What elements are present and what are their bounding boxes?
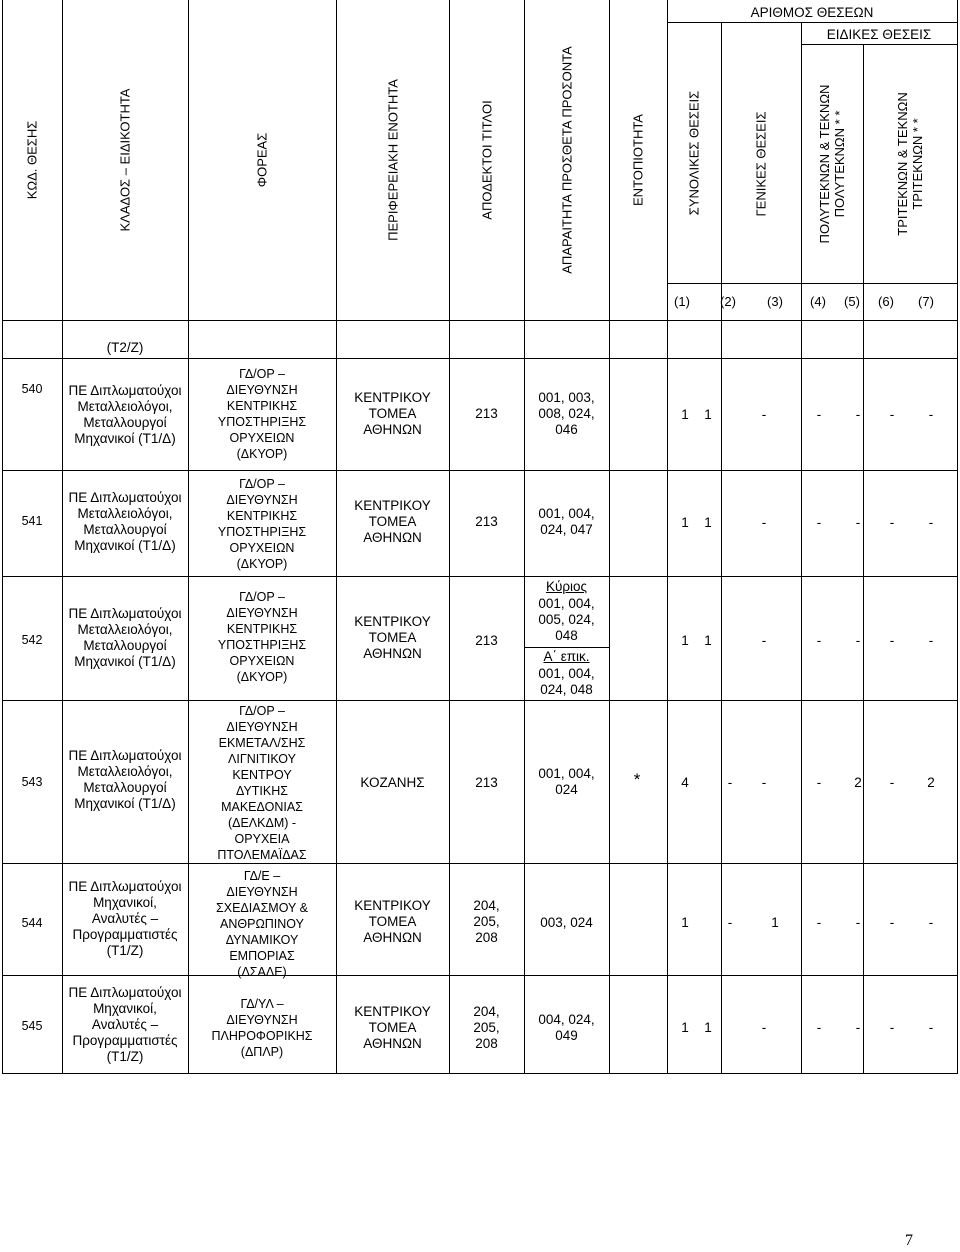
row-543-count-3: - bbox=[761, 775, 767, 790]
row-543-count-4: - bbox=[816, 775, 822, 790]
row-542-region: ΚΕΝΤΡΙΚΟΥ ΤΟΜΕΑ ΑΘΗΝΩΝ bbox=[354, 614, 431, 661]
continuation-text: (Τ2/Ζ) bbox=[106, 340, 144, 355]
row-545-region: ΚΕΝΤΡΙΚΟΥ ΤΟΜΕΑ ΑΘΗΝΩΝ bbox=[354, 1004, 431, 1051]
row-541-count-4: - bbox=[816, 515, 822, 530]
row-542-extra-main: 001, 004, 005, 024, 048 bbox=[538, 596, 595, 643]
row-542-code: 542 bbox=[21, 633, 43, 647]
header-extra: ΑΠΑΡΑΙΤΗΤΑ ΠΡΟΣΘΕΤΑ ΠΡΟΣΟΝΤΑ bbox=[559, 46, 575, 274]
row-542-titles: 213 bbox=[475, 633, 498, 648]
row-542-extra-sub: 001, 004, 024, 048 bbox=[538, 666, 595, 697]
row-543-count-6: - bbox=[889, 775, 895, 790]
row-544-count-7: - bbox=[928, 915, 934, 930]
row-542-count-7: - bbox=[928, 633, 934, 648]
row-543-branch: ΠΕ Διπλωματούχοι Μεταλλειολόγοι, Μεταλλουργοί Μηχανικοί (Τ1/Δ) bbox=[68, 748, 182, 811]
row-540-code: 540 bbox=[21, 382, 43, 396]
header-branch: ΚΛΑΔΟΣ – ΕΙΔΙΚΟΤΗΤΑ bbox=[117, 88, 133, 232]
row-545-branch: ΠΕ Διπλωματούχοι Μηχανικοί, Αναλυτές – Προγραμματιστές (Τ1/Ζ) bbox=[68, 985, 182, 1064]
row-542-body: ΓΔ/ΟΡ – ΔΙΕΥΘΥΝΣΗ ΚΕΝΤΡΙΚΗΣ ΥΠΟΣΤΗΡΙΞΗΣ ΟΡΥΧΕΙΩΝ (ΔΚΥΟΡ) bbox=[217, 590, 307, 684]
row-543-count-2: - bbox=[727, 775, 733, 790]
row-545-count-7: - bbox=[928, 1020, 934, 1035]
row-543-count-5: 2 bbox=[854, 775, 862, 790]
row-540-count-5: - bbox=[855, 407, 861, 422]
row-543-region: ΚΟΖΑΝΗΣ bbox=[360, 775, 425, 790]
row-544-code: 544 bbox=[21, 916, 43, 930]
row-541-body: ΓΔ/ΟΡ – ΔΙΕΥΘΥΝΣΗ ΚΕΝΤΡΙΚΗΣ ΥΠΟΣΤΗΡΙΞΗΣ ΟΡΥΧΕΙΩΝ (ΔΚΥΟΡ) bbox=[217, 477, 307, 571]
header-priority: ΕΝΤΟΠΙΟΤΗΤΑ bbox=[630, 114, 646, 206]
header-group-special: ΕΙΔΙΚΕΣ ΘΕΣΕΙΣ bbox=[826, 27, 932, 42]
row-542-branch: ΠΕ Διπλωματούχοι Μεταλλειολόγοι, Μεταλλουργοί Μηχανικοί (Τ1/Δ) bbox=[68, 606, 182, 669]
row-542-count-1: 1 bbox=[681, 633, 689, 648]
row-545-code: 545 bbox=[21, 1019, 43, 1033]
row-542-count-6: - bbox=[889, 633, 895, 648]
row-541-code: 541 bbox=[21, 514, 43, 528]
header-number-5: (5) bbox=[844, 294, 860, 309]
row-545-titles: 204, 205, 208 bbox=[473, 1004, 500, 1051]
row-545-body: ΓΔ/ΥΛ – ΔΙΕΥΘΥΝΣΗ ΠΛΗΡΟΦΟΡΙΚΗΣ (ΔΠΛΡ) bbox=[211, 997, 313, 1059]
row-544-count-5: - bbox=[855, 915, 861, 930]
row-542-count-4: - bbox=[816, 633, 822, 648]
row-541-branch: ΠΕ Διπλωματούχοι Μεταλλειολόγοι, Μεταλλουργοί Μηχανικοί (Τ1/Δ) bbox=[68, 490, 182, 553]
header-body: ΦΟΡΕΑΣ bbox=[254, 132, 270, 188]
header-multi: ΠΟΛΥΤΕΚΝΩΝ & ΤΕΚΝΩΝ ΠΟΛΥΤΕΚΝΩΝ * * bbox=[817, 84, 847, 244]
row-545-extra: 004, 024, 049 bbox=[538, 1012, 595, 1043]
row-543-extra: 001, 004, 024 bbox=[538, 766, 595, 797]
row-541-count-1: 1 bbox=[681, 515, 689, 530]
row-541-count-2: 1 bbox=[704, 515, 712, 530]
header-group-positions: ΑΡΙΘΜΟΣ ΘΕΣΕΩΝ bbox=[750, 5, 874, 20]
row-545-count-4: - bbox=[816, 1020, 822, 1035]
row-544-count-1: 1 bbox=[681, 915, 689, 930]
row-541-count-6: - bbox=[889, 515, 895, 530]
row-545-count-2: 1 bbox=[704, 1020, 712, 1035]
row-540-count-6: - bbox=[889, 407, 895, 422]
row-544-titles: 204, 205, 208 bbox=[473, 898, 500, 945]
row-544-extra: 003, 024 bbox=[540, 915, 593, 930]
row-544-count-3: 1 bbox=[771, 915, 779, 930]
header-region: ΠΕΡΙΦΕΡΕΙΑΚΗ ΕΝΟΤΗΤΑ bbox=[385, 79, 401, 241]
header-number-6: (6) bbox=[878, 294, 894, 309]
header-number-3: (3) bbox=[767, 294, 783, 309]
row-544-count-2: - bbox=[727, 915, 733, 930]
header-titles: ΑΠΟΔΕΚΤΟΙ ΤΙΤΛΟΙ bbox=[479, 100, 495, 220]
row-541-count-5: - bbox=[855, 515, 861, 530]
row-542-count-5: - bbox=[855, 633, 861, 648]
row-540-count-7: - bbox=[928, 407, 934, 422]
row-545-count-1: 1 bbox=[681, 1020, 689, 1035]
row-544-count-6: - bbox=[889, 915, 895, 930]
row-541-titles: 213 bbox=[475, 514, 498, 529]
row-540-count-4: - bbox=[816, 407, 822, 422]
row-541-extra: 001, 004, 024, 047 bbox=[538, 506, 595, 537]
row-541-region: ΚΕΝΤΡΙΚΟΥ ΤΟΜΕΑ ΑΘΗΝΩΝ bbox=[354, 498, 431, 545]
row-543-priority: * bbox=[633, 770, 641, 789]
row-541-count-7: - bbox=[928, 515, 934, 530]
row-542-extra-sub-label: Α΄ επικ. bbox=[543, 649, 590, 664]
row-540-extra: 001, 003, 008, 024, 046 bbox=[538, 390, 595, 437]
row-540-count-1: 1 bbox=[681, 407, 689, 422]
row-540-count-3: - bbox=[761, 407, 767, 422]
row-542-extra-main-label: Κύριος bbox=[545, 579, 588, 594]
row-543-code: 543 bbox=[21, 775, 43, 789]
header-general: ΓΕΝΙΚΕΣ ΘΕΣΕΙΣ bbox=[753, 111, 769, 217]
row-543-body: ΓΔ/ΟΡ – ΔΙΕΥΘΥΝΣΗ ΕΚΜΕΤΑΛ/ΣΗΣ ΛΙΓΝΙΤΙΚΟΥ ΚΕΝΤΡΟΥ ΔΥΤΙΚΗΣ ΜΑΚΕΔΟΝΙΑΣ (ΔΕΛΚΔΜ) - ΟΡΥΧΕΙΑ ΠΤΟΛΕΜΑΪΔΑΣ bbox=[217, 704, 307, 862]
row-544-region: ΚΕΝΤΡΙΚΟΥ ΤΟΜΕΑ ΑΘΗΝΩΝ bbox=[354, 898, 431, 945]
row-545-count-3: - bbox=[761, 1020, 767, 1035]
header-number-4: (4) bbox=[810, 294, 826, 309]
header-number-1: (1) bbox=[674, 294, 690, 309]
row-543-count-1: 4 bbox=[681, 775, 689, 790]
row-544-count-4: - bbox=[816, 915, 822, 930]
row-540-count-2: 1 bbox=[704, 407, 712, 422]
header-number-2: (2) bbox=[720, 294, 736, 309]
row-545-count-5: - bbox=[855, 1020, 861, 1035]
row-544-branch: ΠΕ Διπλωματούχοι Μηχανικοί, Αναλυτές – Προγραμματιστές (Τ1/Ζ) bbox=[68, 879, 182, 958]
row-543-count-7: 2 bbox=[927, 775, 935, 790]
row-540-region: ΚΕΝΤΡΙΚΟΥ ΤΟΜΕΑ ΑΘΗΝΩΝ bbox=[354, 390, 431, 437]
row-543-titles: 213 bbox=[475, 775, 498, 790]
row-540-body: ΓΔ/ΟΡ – ΔΙΕΥΘΥΝΣΗ ΚΕΝΤΡΙΚΗΣ ΥΠΟΣΤΗΡΙΞΗΣ ΟΡΥΧΕΙΩΝ (ΔΚΥΟΡ) bbox=[217, 367, 307, 461]
header-total: ΣΥΝΟΛΙΚΕΣ ΘΕΣΕΙΣ bbox=[686, 90, 702, 216]
row-544-body: ΓΔ/Ε – ΔΙΕΥΘΥΝΣΗ ΣΧΕΔΙΑΣΜΟΥ & ΑΝΘΡΩΠΙΝΟΥ ΔΥΝΑΜΙΚΟΥ ΕΜΠΟΡΙΑΣ (ΔΣΑΔΕ) bbox=[216, 869, 308, 979]
row-540-titles: 213 bbox=[475, 406, 498, 421]
row-541-count-3: - bbox=[761, 515, 767, 530]
row-540-branch: ΠΕ Διπλωματούχοι Μεταλλειολόγοι, Μεταλλουργοί Μηχανικοί (Τ1/Δ) bbox=[68, 383, 182, 446]
header-three: ΤΡΙΤΕΚΝΩΝ & ΤΕΚΝΩΝ ΤΡΙΤΕΚΝΩΝ * * bbox=[895, 92, 925, 236]
header-code: ΚΩΔ. ΘΕΣΗΣ bbox=[24, 120, 40, 200]
row-545-count-6: - bbox=[889, 1020, 895, 1035]
header-number-7: (7) bbox=[918, 294, 934, 309]
row-542-count-2: 1 bbox=[704, 633, 712, 648]
page-number: 7 bbox=[905, 1232, 913, 1249]
row-542-count-3: - bbox=[761, 633, 767, 648]
